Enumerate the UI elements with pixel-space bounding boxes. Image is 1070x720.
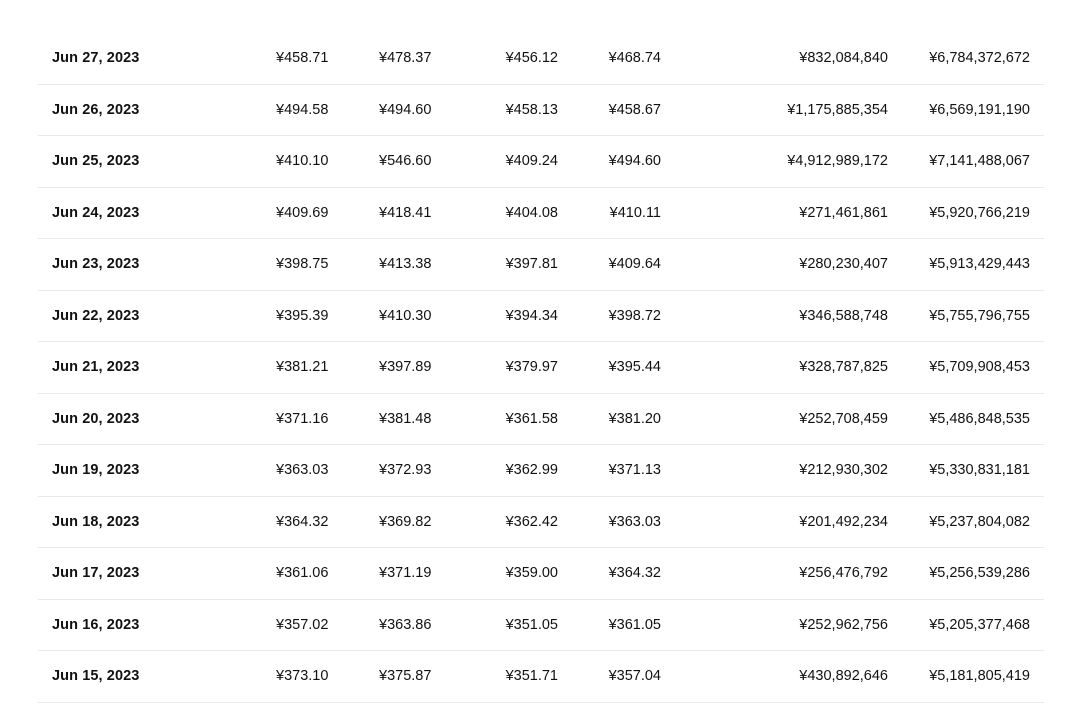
open-cell: ¥494.58 — [276, 101, 329, 118]
table-row — [38, 136, 1044, 188]
open-cell: ¥458.71 — [276, 50, 329, 66]
date-cell: Jun 23, 2023 — [52, 256, 140, 272]
close-cell: ¥458.67 — [608, 101, 661, 118]
close-cell: ¥363.03 — [608, 513, 661, 530]
market-cap-cell: ¥6,784,372,672 — [929, 50, 1030, 66]
low-cell: ¥362.99 — [505, 462, 558, 478]
open-cell: ¥361.06 — [276, 565, 329, 581]
high-cell: ¥494.60 — [379, 101, 432, 118]
open-cell: ¥373.10 — [276, 668, 329, 684]
low-cell: ¥379.97 — [505, 359, 558, 375]
close-cell: ¥395.44 — [608, 359, 661, 375]
volume-cell: ¥252,962,756 — [799, 616, 888, 633]
date-cell: Jun 21, 2023 — [52, 359, 140, 375]
volume-cell: ¥256,476,792 — [799, 565, 888, 581]
close-cell: ¥409.64 — [608, 256, 661, 272]
volume-cell: ¥4,912,989,172 — [787, 153, 888, 169]
volume-cell: ¥252,708,459 — [799, 410, 888, 427]
historical-data-table — [38, 33, 1044, 703]
table-row — [38, 600, 1044, 652]
low-cell: ¥351.71 — [505, 668, 558, 684]
volume-cell: ¥430,892,646 — [799, 668, 888, 684]
volume-cell: ¥346,588,748 — [799, 307, 888, 324]
volume-cell: ¥1,175,885,354 — [787, 101, 888, 118]
market-cap-cell: ¥5,256,539,286 — [929, 565, 1030, 581]
open-cell: ¥410.10 — [276, 153, 329, 169]
low-cell: ¥409.24 — [505, 153, 558, 169]
market-cap-cell: ¥5,237,804,082 — [929, 513, 1030, 530]
table-row — [38, 445, 1044, 497]
low-cell: ¥394.34 — [505, 307, 558, 324]
table-row — [38, 394, 1044, 446]
low-cell: ¥359.00 — [505, 565, 558, 581]
market-cap-cell: ¥5,913,429,443 — [929, 256, 1030, 272]
market-cap-cell: ¥5,920,766,219 — [929, 204, 1030, 221]
volume-cell: ¥212,930,302 — [799, 462, 888, 478]
table-row — [38, 548, 1044, 600]
high-cell: ¥363.86 — [379, 616, 432, 633]
open-cell: ¥371.16 — [276, 410, 329, 427]
close-cell: ¥361.05 — [608, 616, 661, 633]
table-row — [38, 497, 1044, 549]
table-row — [38, 342, 1044, 394]
date-cell: Jun 17, 2023 — [52, 565, 140, 581]
open-cell: ¥395.39 — [276, 307, 329, 324]
high-cell: ¥369.82 — [379, 513, 432, 530]
close-cell: ¥410.11 — [609, 204, 661, 221]
low-cell: ¥456.12 — [505, 50, 558, 66]
low-cell: ¥361.58 — [505, 410, 558, 427]
market-cap-cell: ¥5,755,796,755 — [929, 307, 1030, 324]
date-cell: Jun 24, 2023 — [52, 204, 140, 221]
table-row — [38, 85, 1044, 137]
table-row — [38, 33, 1044, 85]
open-cell: ¥357.02 — [276, 616, 329, 633]
date-cell: Jun 18, 2023 — [52, 513, 140, 530]
volume-cell: ¥271,461,861 — [799, 204, 888, 221]
high-cell: ¥397.89 — [379, 359, 432, 375]
market-cap-cell: ¥5,181,805,419 — [929, 668, 1030, 684]
high-cell: ¥372.93 — [379, 462, 432, 478]
low-cell: ¥351.05 — [505, 616, 558, 633]
volume-cell: ¥280,230,407 — [799, 256, 888, 272]
date-cell: Jun 19, 2023 — [52, 462, 140, 478]
close-cell: ¥468.74 — [608, 50, 661, 66]
close-cell: ¥398.72 — [608, 307, 661, 324]
low-cell: ¥458.13 — [505, 101, 558, 118]
table-row — [38, 239, 1044, 291]
high-cell: ¥418.41 — [379, 204, 432, 221]
close-cell: ¥357.04 — [608, 668, 661, 684]
high-cell: ¥413.38 — [379, 256, 432, 272]
open-cell: ¥363.03 — [276, 462, 329, 478]
date-cell: Jun 15, 2023 — [52, 668, 140, 684]
market-cap-cell: ¥5,709,908,453 — [929, 359, 1030, 375]
open-cell: ¥409.69 — [276, 204, 329, 221]
high-cell: ¥371.19 — [379, 565, 432, 581]
low-cell: ¥404.08 — [505, 204, 558, 221]
high-cell: ¥381.48 — [379, 410, 432, 427]
volume-cell: ¥832,084,840 — [799, 50, 888, 66]
date-cell: Jun 25, 2023 — [52, 153, 140, 169]
market-cap-cell: ¥5,330,831,181 — [929, 462, 1030, 478]
low-cell: ¥397.81 — [505, 256, 558, 272]
close-cell: ¥381.20 — [608, 410, 661, 427]
date-cell: Jun 20, 2023 — [52, 410, 140, 427]
high-cell: ¥375.87 — [379, 668, 432, 684]
volume-cell: ¥328,787,825 — [799, 359, 888, 375]
date-cell: Jun 27, 2023 — [52, 50, 140, 66]
close-cell: ¥364.32 — [608, 565, 661, 581]
date-cell: Jun 22, 2023 — [52, 307, 140, 324]
table-row — [38, 188, 1044, 240]
market-cap-cell: ¥5,205,377,468 — [929, 616, 1030, 633]
volume-cell: ¥201,492,234 — [799, 513, 888, 530]
open-cell: ¥381.21 — [276, 359, 329, 375]
high-cell: ¥546.60 — [379, 153, 432, 169]
market-cap-cell: ¥7,141,488,067 — [929, 153, 1030, 169]
high-cell: ¥410.30 — [379, 307, 432, 324]
close-cell: ¥494.60 — [608, 153, 661, 169]
table-row — [38, 291, 1044, 343]
market-cap-cell: ¥6,569,191,190 — [929, 101, 1030, 118]
high-cell: ¥478.37 — [379, 50, 432, 66]
close-cell: ¥371.13 — [608, 462, 661, 478]
date-cell: Jun 26, 2023 — [52, 101, 140, 118]
open-cell: ¥398.75 — [276, 256, 329, 272]
open-cell: ¥364.32 — [276, 513, 329, 530]
market-cap-cell: ¥5,486,848,535 — [929, 410, 1030, 427]
date-cell: Jun 16, 2023 — [52, 616, 140, 633]
table-row — [38, 651, 1044, 703]
low-cell: ¥362.42 — [505, 513, 558, 530]
